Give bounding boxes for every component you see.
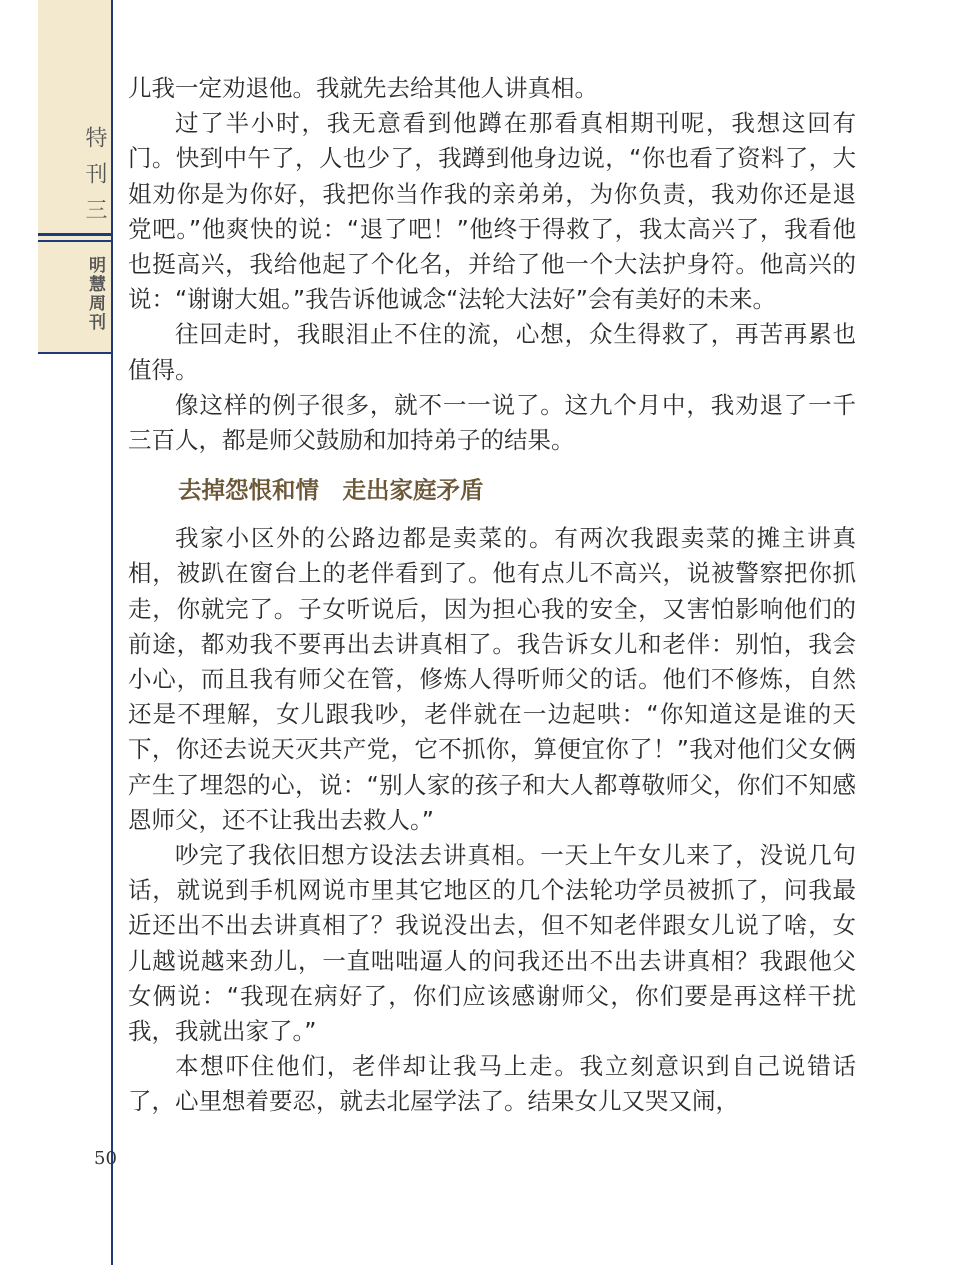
tab-bottom-rule <box>38 352 112 354</box>
paragraph: 我家小区外的公路边都是卖菜的。有两次我跟卖菜的摊主讲真相，被趴在窗台上的老伴看到了。他有点儿不高兴，说被警察把你抓走，你就完了。子女听说后，因为担心我的安全，又害怕影响他们的前途，都劝我不要再出去讲真相了。我告诉女儿和老伴：别怕，我会小心，而且我有师父在管，修炼人得听师父的话。他们不修炼，自然还是不理解，女儿跟我吵，老伴就在一边起哄：“你知道这是谁的天下，你还去说天灭共产党，它不抓你，算便宜你了！”我对他们父女俩产生了埋怨的心，说：“别人家的孩子和大人都尊敬师父，你们不知感恩师父，还不让我出去救人。” <box>128 524 856 834</box>
paragraph: 吵完了我依旧想方设法去讲真相。一天上午女儿来了，没说几句话，就说到手机网说市里其它地区的几个法轮功学员被抓了，问我最近还出不出去讲真相了？我说没出去，但不知老伴跟女儿说了啥，女儿越说越来劲儿，一直咄咄逼人的问我还出不出去讲真相？我跟他父女俩说：“我现在病好了，你们应该感谢师父，你们要是再这样干扰我，我就出家了。” <box>128 841 856 1046</box>
margin-rule <box>111 0 113 1265</box>
publication-name: 明慧周刊 <box>85 256 105 332</box>
paragraph: 过了半小时，我无意看到他蹲在那看真相期刊呢，我想这回有门。快到中午了，人也少了，我蹲到他身边说，“你也看了资料了，大姐劝你是为你好，我把你当作我的亲弟弟，为你负责，我劝你还是退党吧。”他爽快的说：“退了吧！”他终于得救了，我太高兴了，我看他也挺高兴，我给他起了个化名，并给了他一个大法护身符。他高兴的说：“谢谢大姐。”我告诉他诚念“法轮大法好”会有美好的未来。 <box>128 109 856 314</box>
article-body <box>128 71 856 1120</box>
paragraph: 往回走时，我眼泪止不住的流，心想，众生得救了，再苦再累也值得。 <box>128 320 856 384</box>
page-number: 50 <box>94 1148 117 1169</box>
paragraph: 本想吓住他们，老伴却让我马上走。我立刻意识到自己说错话了，心里想着要忍，就去北屋学法了。结果女儿又哭又闹， <box>128 1052 856 1116</box>
paragraph: 儿我一定劝退他。我就先去给其他人讲真相。 <box>128 74 598 102</box>
section-heading: 去掉怨恨和情 走出家庭矛盾 <box>178 476 484 505</box>
paragraph: 像这样的例子很多，就不一一说了。这九个月中，我劝退了一千三百人，都是师父鼓励和加持弟子的结果。 <box>128 390 856 455</box>
special-issue-label: 特刊三 <box>82 126 107 234</box>
tab-divider <box>38 240 112 242</box>
